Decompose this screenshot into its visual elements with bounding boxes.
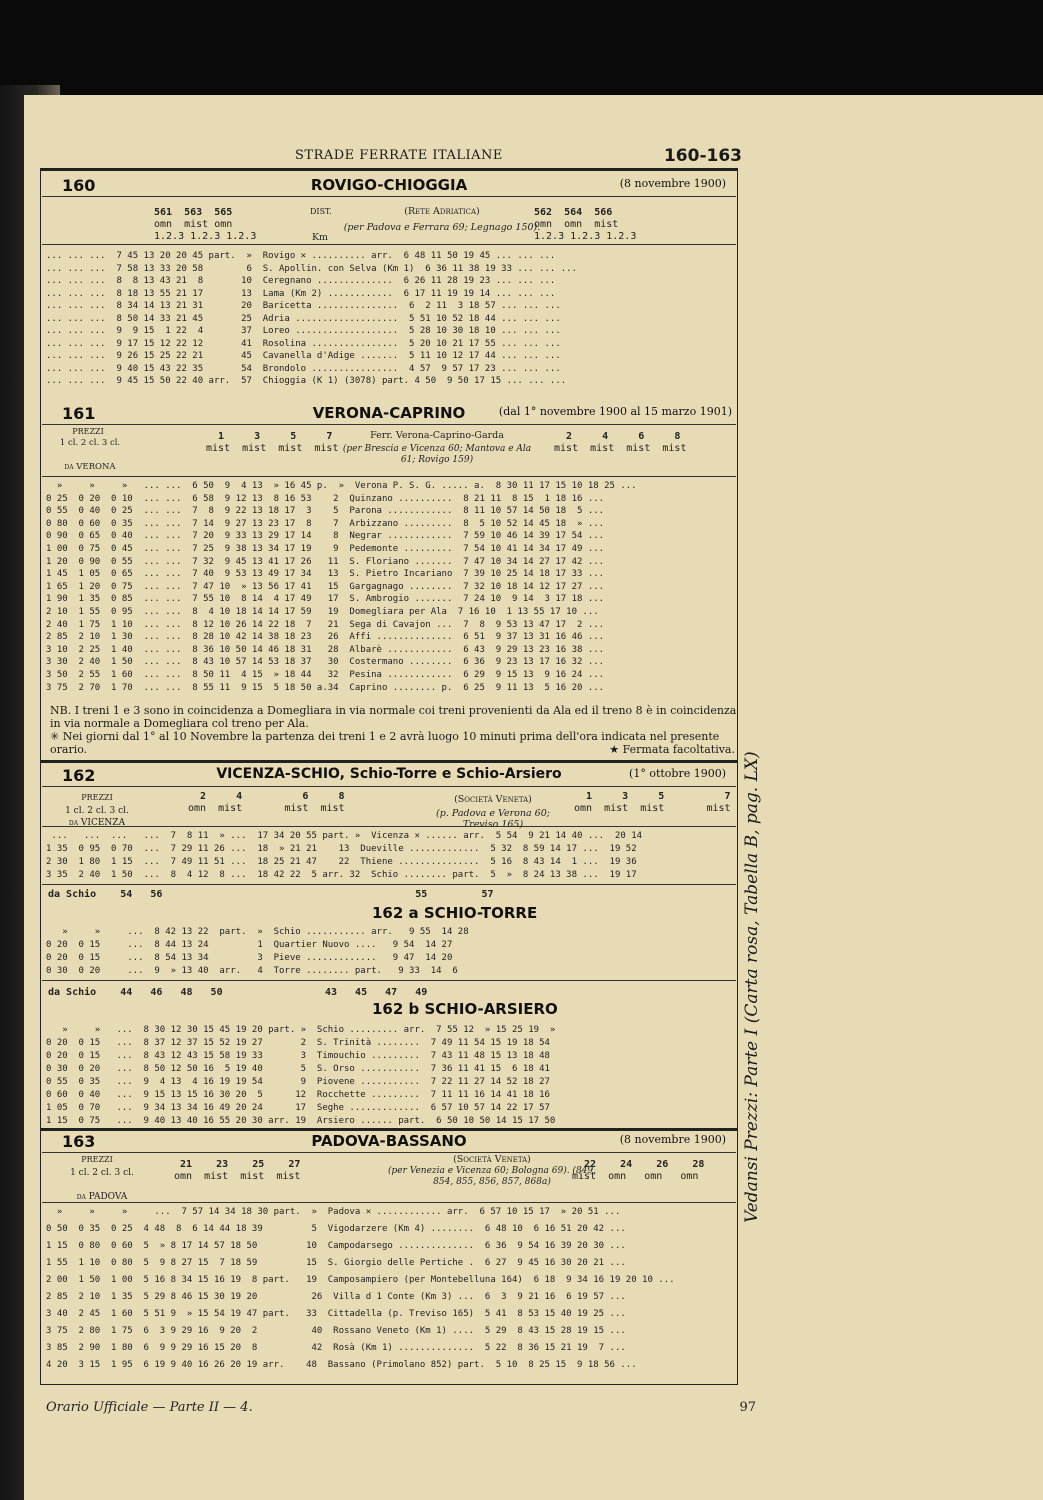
train-types-right: omn omn mist bbox=[534, 219, 619, 230]
table-row: 0 30 0 20 ... 9 » 13 40 arr. 4 Torre ........ part. 9 33 14 6 bbox=[46, 966, 458, 976]
prices-label: PREZZI bbox=[81, 1155, 113, 1164]
subsection-header-b: da Schio 44 46 48 50 43 45 47 49 bbox=[48, 987, 428, 998]
company-label: (Società Veneta) bbox=[454, 794, 532, 805]
table-row: 4 20 3 15 1 95 6 19 9 40 16 26 20 19 arr. 48 Bassano (Primolano 852) part. 5 10 8 25 15 9 18 56 ... bbox=[46, 1360, 637, 1370]
table-row: 1 65 1 20 0 75 ... ... 7 47 10 » 13 56 17 41 15 Gargagnago ........ 7 32 10 18 14 12 17 27 ... bbox=[46, 581, 605, 592]
class-right: 1.2.3 1.2.3 1.2.3 bbox=[534, 231, 637, 242]
train-numbers-left: 2 4 6 8 bbox=[182, 791, 345, 802]
train-numbers-right: 1 3 5 7 bbox=[574, 791, 731, 802]
prices-label: PREZZI bbox=[81, 793, 113, 802]
table-row: 1 15 0 75 ... 9 40 13 40 16 55 20 30 arr. 19 Arsiero ...... part. 6 50 10 50 14 15 17 50 bbox=[46, 1116, 556, 1126]
subsection-title-a: 162 a SCHIO-TORRE bbox=[372, 904, 538, 922]
section-title-bar bbox=[42, 404, 736, 422]
table-row: 0 25 0 20 0 10 ... ... 6 58 9 12 13 8 16 53 2 Quinzano .......... 8 21 11 8 15 1 18 16 ... bbox=[46, 493, 605, 504]
section-title: ROVIGO-CHIOGGIA bbox=[310, 176, 468, 194]
side-note-text: Vedansi Prezzi: Parte I (Carta rosa, Tabella B, pag. LX) bbox=[742, 751, 762, 1223]
divider bbox=[42, 980, 736, 981]
table-row: 0 20 0 15 ... 8 54 13 34 3 Pieve ............. 9 47 14 20 bbox=[46, 953, 453, 963]
note-november: ✳ Nei giorni dal 1° al 10 Novembre la partenza dei treni 1 e 2 avrà luogo 10 minuti prima dell'ora indicata nel presente orario. bbox=[50, 730, 720, 756]
table-row: ... ... ... ... 7 8 11 » ... 17 34 20 55 part. » Vicenza ✕ ...... arr. 5 54 9 21 14 40 ... 20 14 bbox=[46, 831, 643, 841]
divider bbox=[42, 196, 736, 197]
table-row: ... ... ... 8 50 14 33 21 45 25 Adria ................... 5 51 10 52 18 44 ... ... ... bbox=[46, 313, 561, 324]
header-pages: 160-163 bbox=[663, 146, 742, 166]
class-header: 1 cl. 2 cl. 3 cl. bbox=[70, 1168, 134, 1178]
company-label: (Rete Adriatica) bbox=[404, 206, 480, 217]
company-label: Ferr. Verona-Caprino-Garda bbox=[370, 430, 504, 441]
prices-label: PREZZI bbox=[72, 427, 104, 436]
divider bbox=[42, 786, 736, 787]
train-numbers-right: 2 4 6 8 bbox=[548, 431, 681, 442]
table-row: ... ... ... 7 45 13 20 20 45 part. » Rovigo ✕ .......... arr. 6 48 11 50 19 45 ... ... ... bbox=[46, 251, 556, 261]
table-row: 0 50 0 35 0 25 4 48 8 6 14 44 18 39 5 Vigodarzere (Km 4) ........ 6 48 10 6 16 51 20 42 ... bbox=[46, 1224, 626, 1234]
table-row: 0 90 0 65 0 40 ... ... 7 20 9 33 13 29 17 14 8 Negrar ............ 7 59 10 46 14 39 17 54 ... bbox=[46, 531, 605, 542]
section-date: (dal 1° novembre 1900 al 15 marzo 1901) bbox=[498, 405, 732, 418]
table-row: 3 75 2 80 1 75 6 3 9 29 16 9 20 2 40 Rossano Veneto (Km 1) .... 5 29 8 43 15 28 19 15 ... bbox=[46, 1326, 626, 1336]
divider bbox=[42, 826, 736, 827]
table-row: 3 40 2 45 1 60 5 51 9 » 15 54 19 47 part. 33 Cittadella (p. Treviso 165) 5 41 8 53 15 40 19 25 ... bbox=[46, 1309, 626, 1319]
section-number: 161 bbox=[62, 404, 96, 423]
table-row: 0 55 0 40 0 25 ... ... 7 8 9 22 13 18 17 3 5 Parona ............ 8 11 10 57 14 50 18 5 ... bbox=[46, 506, 605, 517]
table-row: ... ... ... 7 58 13 33 20 58 6 S. Apollin. con Selva (Km 1) 6 36 11 38 19 33 ... ... ... bbox=[46, 263, 578, 274]
table-row: 0 20 0 15 ... 8 37 12 37 15 52 19 27 2 S. Trinità ........ 7 49 11 54 15 19 18 54 bbox=[46, 1038, 550, 1048]
train-types-left: omn mist mist mist bbox=[168, 1171, 301, 1182]
divider bbox=[42, 476, 736, 477]
section-title: VICENZA-SCHIO, Schio-Torre e Schio-Arsiero bbox=[216, 766, 562, 782]
train-types-left: omn mist omn bbox=[154, 219, 233, 230]
table-row: 1 35 0 95 0 70 ... 7 29 11 26 ... 18 » 21 21 13 Dueville ............. 5 32 8 59 14 17 ... 19 52 bbox=[46, 844, 637, 854]
dist-label: DIST. bbox=[310, 207, 332, 216]
section-rule bbox=[40, 1128, 738, 1131]
subsection-header-a: da Schio 54 56 55 57 bbox=[48, 889, 494, 900]
section-163 bbox=[42, 1132, 736, 1382]
table-row: 1 45 1 05 0 65 ... ... 7 40 9 53 13 49 17 34 13 S. Pietro Incariano 7 39 10 25 14 18 17 33 ... bbox=[46, 569, 605, 580]
table-row: 3 30 2 40 1 50 ... ... 8 43 10 57 14 53 18 37 30 Costermano ........ 6 36 9 23 13 17 16 32 ... bbox=[46, 657, 605, 668]
section-162 bbox=[42, 766, 736, 1142]
subsection-title-b: 162 b SCHIO-ARSIERO bbox=[372, 1000, 558, 1018]
page-footer bbox=[46, 1400, 756, 1415]
from-station: da VICENZA bbox=[68, 818, 126, 828]
divider bbox=[42, 1202, 736, 1203]
from-station: da PADOVA bbox=[76, 1192, 128, 1202]
table-row: 2 00 1 50 1 00 5 16 8 34 15 16 19 8 part. 19 Camposampiero (per Montebelluna 164) 6 18 9 34 16 19 20 10 ... bbox=[46, 1275, 675, 1285]
km-label: Km bbox=[311, 232, 329, 243]
table-row: 0 55 0 35 ... 9 4 13 4 16 19 19 54 9 Piovene ........... 7 22 11 27 14 52 18 27 bbox=[46, 1077, 550, 1087]
table-row: 0 80 0 60 0 35 ... ... 7 14 9 27 13 23 17 8 7 Arbizzano ......... 8 5 10 52 14 45 18 » ... bbox=[46, 518, 605, 529]
table-row: ... ... ... 9 26 15 25 22 21 45 Cavanella d'Adige ....... 5 11 10 12 17 44 ... ... ... bbox=[46, 351, 561, 361]
train-types-left: mist mist mist mist bbox=[200, 443, 339, 454]
table-row: 2 10 1 55 0 95 ... ... 8 4 10 18 14 14 17 59 19 Domegliara per Ala 7 16 10 1 13 55 17 10 ... bbox=[46, 607, 599, 617]
table-row: 2 85 2 10 1 30 ... ... 8 28 10 42 14 38 18 23 26 Affi .............. 6 51 9 37 13 31 16 46 ... bbox=[46, 632, 605, 643]
train-numbers-right: 22 24 26 28 bbox=[572, 1159, 705, 1170]
table-row: » » » ... 7 57 14 34 18 30 part. » Padova ✕ ............ arr. 6 57 10 15 17 » 20 51 ... bbox=[46, 1207, 621, 1217]
running-header bbox=[40, 148, 740, 168]
table-row: 0 20 0 15 ... 8 43 12 43 15 58 19 33 3 Timouchio ......... 7 43 11 48 15 13 18 48 bbox=[46, 1051, 550, 1061]
divider bbox=[42, 884, 736, 885]
table-row: 0 60 0 40 ... 9 15 13 15 16 30 20 5 12 Rocchette ......... 7 11 11 16 14 41 18 16 bbox=[46, 1090, 550, 1100]
divider bbox=[42, 1152, 736, 1153]
table-row: 1 00 0 75 0 45 ... ... 7 25 9 38 13 34 17 19 9 Pedemonte ......... 7 54 10 41 14 34 17 49 ... bbox=[46, 544, 605, 554]
side-note bbox=[732, 378, 792, 1228]
table-row: 2 85 2 10 1 35 5 29 8 46 15 30 19 20 26 Villa d 1 Conte (Km 3) ... 6 3 9 21 16 6 19 57 ... bbox=[46, 1292, 626, 1302]
table-row: » » ... 8 30 12 30 15 45 19 20 part. » Schio ......... arr. 7 55 12 » 15 25 19 » bbox=[46, 1025, 556, 1035]
reference-note: (per Brescia e Vicenza 60; Mantova e Ala 61; Rovigo 159) bbox=[342, 444, 532, 465]
section-title: VERONA-CAPRINO bbox=[312, 404, 466, 422]
table-row: 1 05 0 70 ... 9 34 13 34 16 49 20 24 17 Seghe ............. 6 57 10 57 14 22 17 57 bbox=[46, 1103, 550, 1113]
reference-note: (per Padova e Ferrara 69; Legnago 150). bbox=[343, 222, 541, 233]
table-row: 3 10 2 25 1 40 ... ... 8 36 10 50 14 46 18 31 28 Albarè ............ 6 43 9 29 13 23 16 38 ... bbox=[46, 644, 605, 655]
table-row: 0 30 0 20 ... 8 50 12 50 16 5 19 40 5 S. Orso ........... 7 36 11 41 15 6 18 41 bbox=[46, 1064, 550, 1074]
table-row: » » ... 8 42 13 22 part. » Schio ........... arr. 9 55 14 28 bbox=[46, 927, 469, 937]
section-number: 162 bbox=[62, 766, 96, 785]
reference-note: (per Venezia e Vicenza 60; Bologna 69). (849, 854, 855, 856, 857, 868a) bbox=[388, 1166, 596, 1187]
table-row: ... ... ... 9 45 15 50 22 40 arr. 57 Chioggia (K 1) (3078) part. 4 50 9 50 17 15 ... ... ... bbox=[46, 376, 567, 386]
section-date: (8 novembre 1900) bbox=[619, 1133, 726, 1146]
table-row: 0 20 0 15 ... 8 44 13 24 1 Quartier Nuovo .... 9 54 14 27 bbox=[46, 940, 453, 950]
train-types-right: omn mist mist mist bbox=[574, 803, 731, 814]
note-nb: NB. I treni 1 e 3 sono in coincidenza a Domegliara in via normale coi treni provenienti da Ala ed il treno 8 è in coincidenza in via normale a Domegliara col treno per Ala. bbox=[50, 704, 737, 730]
train-numbers-right: 562 564 566 bbox=[534, 207, 613, 218]
divider bbox=[42, 424, 736, 425]
table-row: 3 35 2 40 1 50 ... 8 4 12 8 ... 18 42 22 5 arr. 32 Schio ........ part. 5 » 8 24 13 38 ... 19 17 bbox=[46, 870, 637, 880]
table-row: 2 30 1 80 1 15 ... 7 49 11 51 ... 18 25 21 47 22 Thiene ............... 5 16 8 43 14 1 ... 19 36 bbox=[46, 857, 637, 867]
table-row: 3 75 2 70 1 70 ... ... 8 55 11 9 15 5 18 50 a.34 Caprino ........ p. 6 25 9 11 13 5 16 20 ... bbox=[46, 682, 605, 693]
page-number: 97 bbox=[739, 1400, 756, 1415]
section-number: 163 bbox=[62, 1132, 96, 1151]
train-numbers-left: 1 3 5 7 bbox=[200, 431, 333, 442]
class-left: 1.2.3 1.2.3 1.2.3 bbox=[154, 231, 257, 242]
table-row: 1 20 0 90 0 55 ... ... 7 32 9 45 13 41 17 26 11 S. Floriano ....... 7 47 10 34 14 27 17 42 ... bbox=[46, 556, 605, 567]
from-station: da VERONA bbox=[64, 462, 116, 472]
train-types-right: mist omn omn omn bbox=[572, 1171, 699, 1182]
section-rule bbox=[40, 760, 738, 763]
section-title-bar bbox=[42, 176, 736, 194]
table-row: » » » ... ... 6 50 9 4 13 » 16 45 p. » Verona P. S. G. ..... a. 8 30 11 17 15 10 18 25 ... bbox=[46, 481, 637, 491]
class-header: 1 cl. 2 cl. 3 cl. bbox=[65, 806, 129, 816]
table-row: 1 15 0 80 0 60 5 » 8 17 14 57 18 50 10 Campodarsego .............. 6 36 9 54 16 39 20 30 ... bbox=[46, 1241, 626, 1251]
section-date: (8 novembre 1900) bbox=[619, 177, 726, 190]
train-types-right: mist mist mist mist bbox=[548, 443, 687, 454]
footer-text: Orario Ufficiale — Parte II — 4. bbox=[46, 1400, 253, 1415]
table-row: 1 55 1 10 0 80 5 9 8 27 15 7 18 59 15 S. Giorgio delle Pertiche . 6 27 9 45 16 30 20 21 ... bbox=[46, 1258, 626, 1268]
table-row: 1 90 1 35 0 85 ... ... 7 55 10 8 14 4 17 49 17 S. Ambrogio ....... 7 24 10 9 14 3 17 18 ... bbox=[46, 594, 605, 605]
header-title: STRADE FERRATE ITALIANE bbox=[295, 148, 503, 163]
section-title-bar bbox=[42, 1132, 736, 1150]
table-row: 3 50 2 55 1 60 ... ... 8 50 11 4 15 » 18 44 32 Pesina ............ 6 29 9 15 13 9 16 24 ... bbox=[46, 670, 605, 680]
train-numbers-left: 21 23 25 27 bbox=[168, 1159, 301, 1170]
train-numbers-left: 561 563 565 bbox=[154, 207, 233, 218]
divider bbox=[42, 244, 736, 245]
section-title-bar bbox=[42, 766, 736, 784]
company-label: (Società Veneta) bbox=[453, 1154, 531, 1165]
table-row: ... ... ... 9 9 15 1 22 4 37 Loreo ................... 5 28 10 30 18 10 ... ... ... bbox=[46, 326, 561, 336]
section-160 bbox=[42, 176, 736, 394]
section-161 bbox=[42, 404, 736, 694]
table-row: ... ... ... 9 40 15 43 22 35 54 Brondolo ................ 4 57 9 57 17 23 ... ... ... bbox=[46, 363, 561, 374]
section-title: PADOVA-BASSANO bbox=[311, 1132, 467, 1150]
reference-note: (p. Padova e Verona 60; Treviso 165) bbox=[436, 808, 550, 830]
train-types-left: omn mist mist mist bbox=[182, 803, 345, 814]
class-header: 1 cl. 2 cl. 3 cl. bbox=[59, 438, 121, 448]
table-row: ... ... ... 9 17 15 12 22 12 41 Rosolina ................ 5 20 10 21 17 55 ... ... ... bbox=[46, 338, 561, 349]
table-row: ... ... ... 8 18 13 55 21 17 13 Lama (Km 2) ............ 6 17 11 19 19 14 ... ... ... bbox=[46, 288, 556, 299]
section-number: 160 bbox=[62, 176, 96, 195]
table-row: ... ... ... 8 34 14 13 21 31 20 Baricetta ............... 6 2 11 3 18 57 ... ... ... bbox=[46, 301, 561, 311]
note-optional-stop: ★ Fermata facoltativa. bbox=[609, 743, 735, 756]
section-date: (1° ottobre 1900) bbox=[629, 767, 726, 780]
table-row: 2 40 1 75 1 10 ... ... 8 12 10 26 14 22 18 7 21 Sega di Cavajon ... 7 8 9 53 13 47 17 2 ... bbox=[46, 619, 605, 630]
table-row: 3 85 2 90 1 80 6 9 9 29 16 15 20 8 42 Rosà (Km 1) .............. 5 22 8 36 15 21 19 7 ... bbox=[46, 1343, 626, 1353]
table-row: ... ... ... 8 8 13 43 21 8 10 Ceregnano .............. 6 26 11 28 19 23 ... ... ... bbox=[46, 276, 556, 286]
